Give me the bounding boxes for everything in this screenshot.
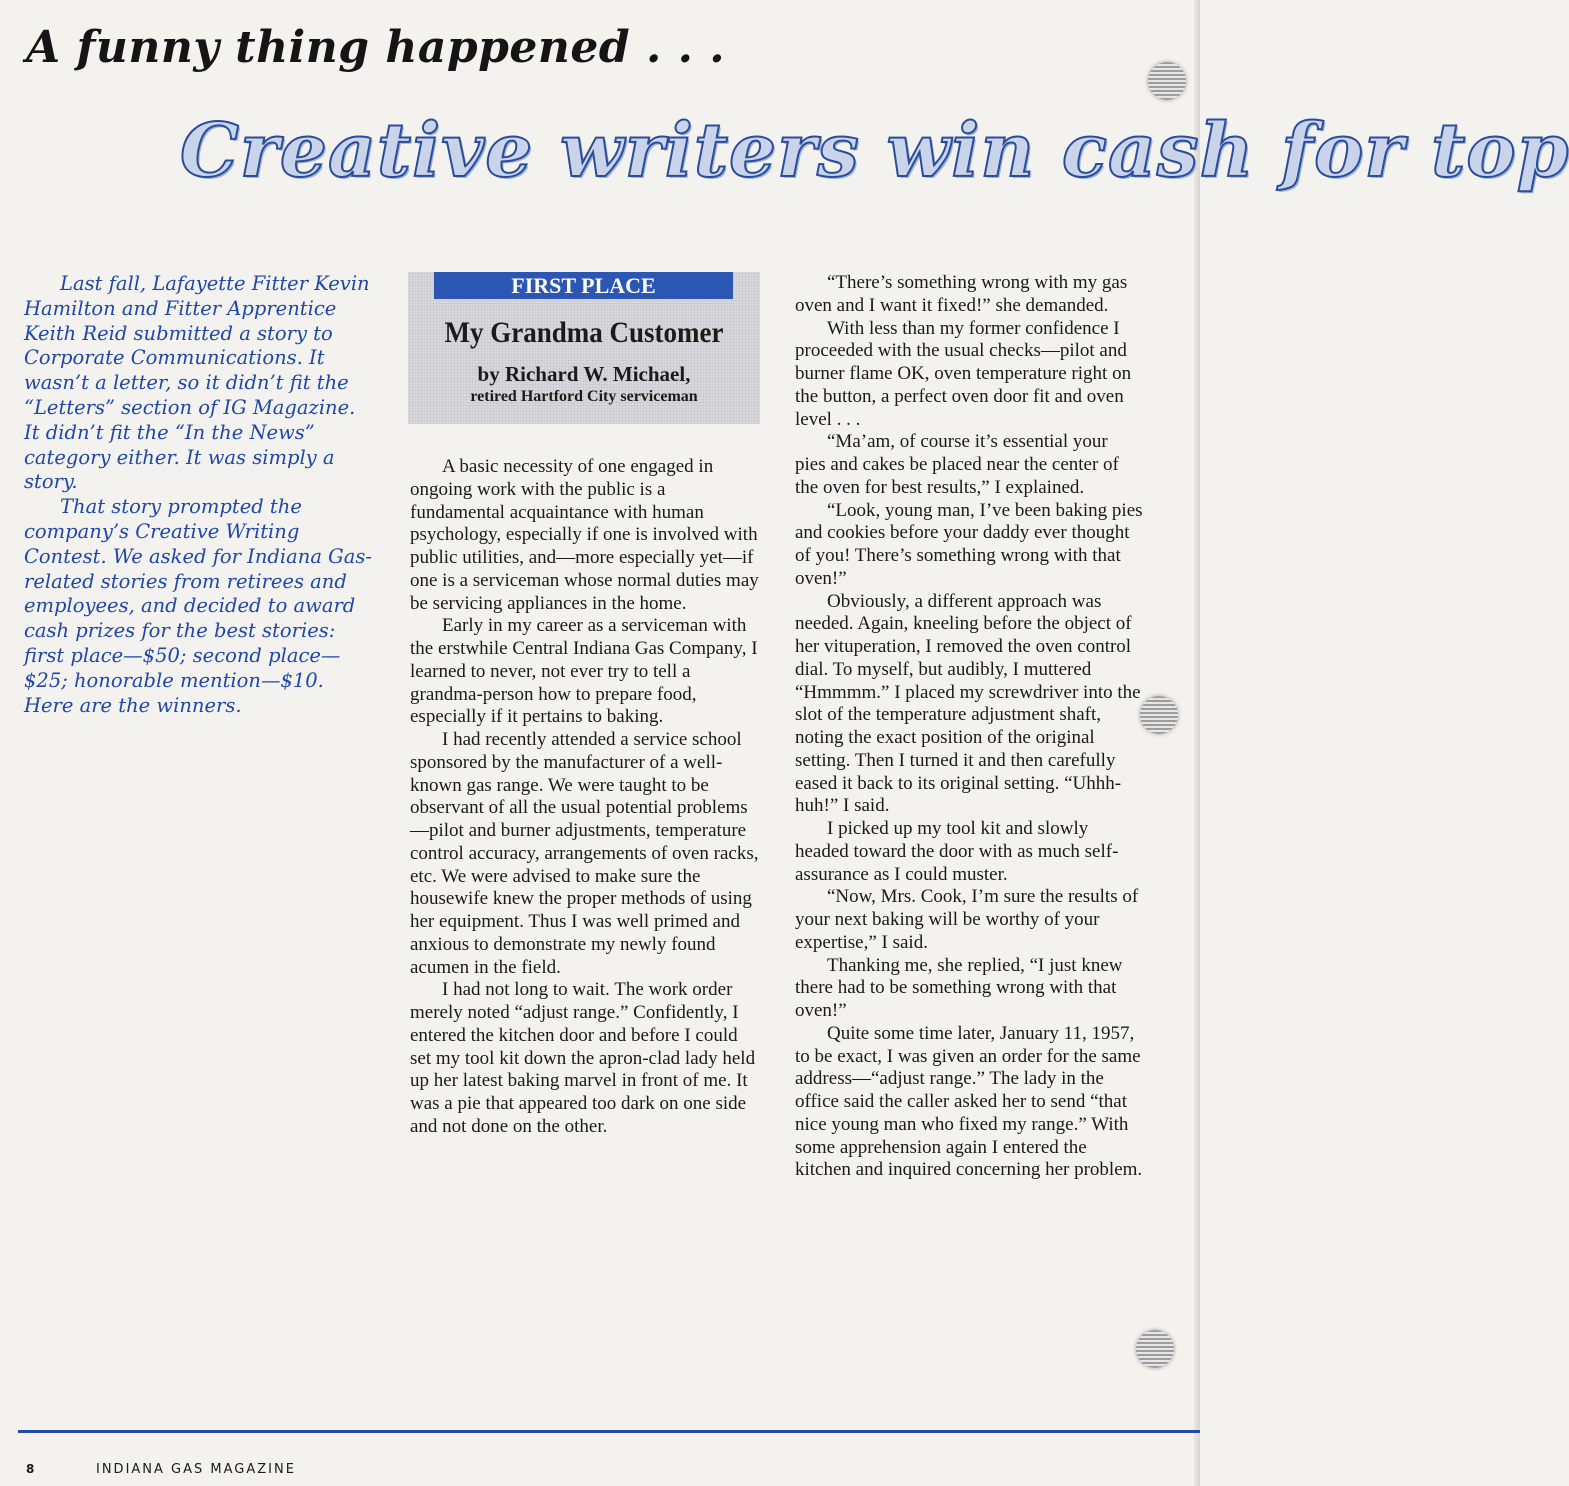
intro-paragraph: That story prompted the company’s Creative Writing Contest. We asked for Indiana Gas-related stories from retirees and employees, and decided to award cash prizes for the best stories: first place—$50; second place—$25; honorable mention—$10. Here are the winners. bbox=[24, 495, 372, 717]
award-label: FIRST PLACE bbox=[434, 272, 733, 299]
story-paragraph: “Look, young man, I’ve been baking pies and cookies before your daddy ever thought of you! There’s something wrong with that oven!” bbox=[795, 499, 1143, 589]
story-paragraph: Thanking me, she replied, “I just knew there had to be something wrong with that oven!” bbox=[795, 954, 1123, 1021]
story-paragraph: Quite some time later, January 11, 1957, to be exact, I was given an order for the same address—“adjust range.” The lady in the office said the caller asked her to send “that nice young man who fixed my range.” With some apprehension again I entered the kitchen and inquired concerning her problem. bbox=[795, 1022, 1143, 1181]
intro-text bbox=[24, 272, 376, 718]
story-paragraph: “There’s something wrong with my gas oven and I want it fixed!” she demanded. bbox=[795, 272, 1128, 316]
page-edge bbox=[1194, 0, 1200, 1486]
story-column-middle bbox=[410, 456, 760, 1139]
footer-rule bbox=[18, 1430, 1200, 1433]
binder-hole-icon bbox=[1148, 62, 1186, 100]
story-paragraph: With less than my former confidence I proceeded with the usual checks—pilot and burner flame OK, oven temperature right on the button, a perfect oven door fit and oven level . . . bbox=[795, 317, 1132, 430]
kicker-heading: A funny thing happened . . . bbox=[26, 22, 726, 73]
story-paragraph: “Ma’am, of course it’s essential your pies and cakes be placed near the center of the oven for best results,” I explained. bbox=[795, 431, 1119, 498]
binder-hole-icon bbox=[1140, 696, 1178, 734]
story-byline-role: retired Hartford City serviceman bbox=[470, 388, 698, 405]
story-header-box bbox=[408, 272, 760, 424]
story-byline: by Richard W. Michael, bbox=[477, 362, 691, 386]
story-paragraph: “Now, Mrs. Cook, I’m sure the results of your next baking will be worthy of your expertise,” I said. bbox=[795, 886, 1139, 953]
story-paragraph: A basic necessity of one engaged in ongoing work with the public is a fundamental acquaintance with human psychology, especially if one is involved with public utilities, and—more especially yet—if one is a serviceman whose normal duties may be servicing appliances in the home. bbox=[410, 456, 759, 614]
story-paragraph: I had not long to wait. The work order merely noted “adjust range.” Confidently, I entered the kitchen door and before I could set my tool kit down the apron-clad lady held up her latest baking marvel in front of me. It was a pie that appeared too dark on one side and not done on the other. bbox=[410, 979, 756, 1137]
story-paragraph: Obviously, a different approach was needed. Again, kneeling before the object of her vituperation, I removed the oven control dial. To myself, but audibly, I muttered “Hmmmm.” I placed my screwdriver into the slot of the temperature adjustment shaft, noting the exact position of the original setting. Then I turned it and then carefully eased it back to its original setting. “Uhhh-huh!” I said. bbox=[795, 590, 1141, 817]
story-title: My Grandma Customer bbox=[444, 316, 724, 349]
intro-paragraph: Last fall, Lafayette Fitter Kevin Hamilton and Fitter Apprentice Keith Reid submitted a story to Corporate Communications. It wasn’t a letter, so it didn’t fit the “Letters” section of IG Magazine. It didn’t fit the “In the News” category either. It was simply a story. bbox=[24, 272, 370, 494]
story-paragraph: Early in my career as a serviceman with the erstwhile Central Indiana Gas Company, I learned to never, not ever try to tell a grandma-person how to prepare food, especially if it pertains to baking. bbox=[410, 615, 758, 728]
page-headline: Creative writers win cash for top bbox=[180, 108, 1569, 194]
story-paragraph: I had recently attended a service school sponsored by the manufacturer of a well-known gas range. We were taught to be observant of all the usual potential problems—pilot and burner adjustments, temperature control accuracy, arrangements of oven racks, etc. We were advised to make sure the housewife knew the proper methods of using her equipment. Thus I was well primed and anxious to demonstrate my newly found acumen in the field. bbox=[410, 729, 759, 978]
story-paragraph: I picked up my tool kit and slowly headed toward the door with as much self-assurance as I could muster. bbox=[795, 818, 1119, 885]
binder-hole-icon bbox=[1136, 1330, 1174, 1368]
magazine-name: INDIANA GAS MAGAZINE bbox=[96, 1462, 296, 1477]
story-column-right bbox=[795, 272, 1143, 1182]
page-number: 8 bbox=[26, 1462, 35, 1476]
